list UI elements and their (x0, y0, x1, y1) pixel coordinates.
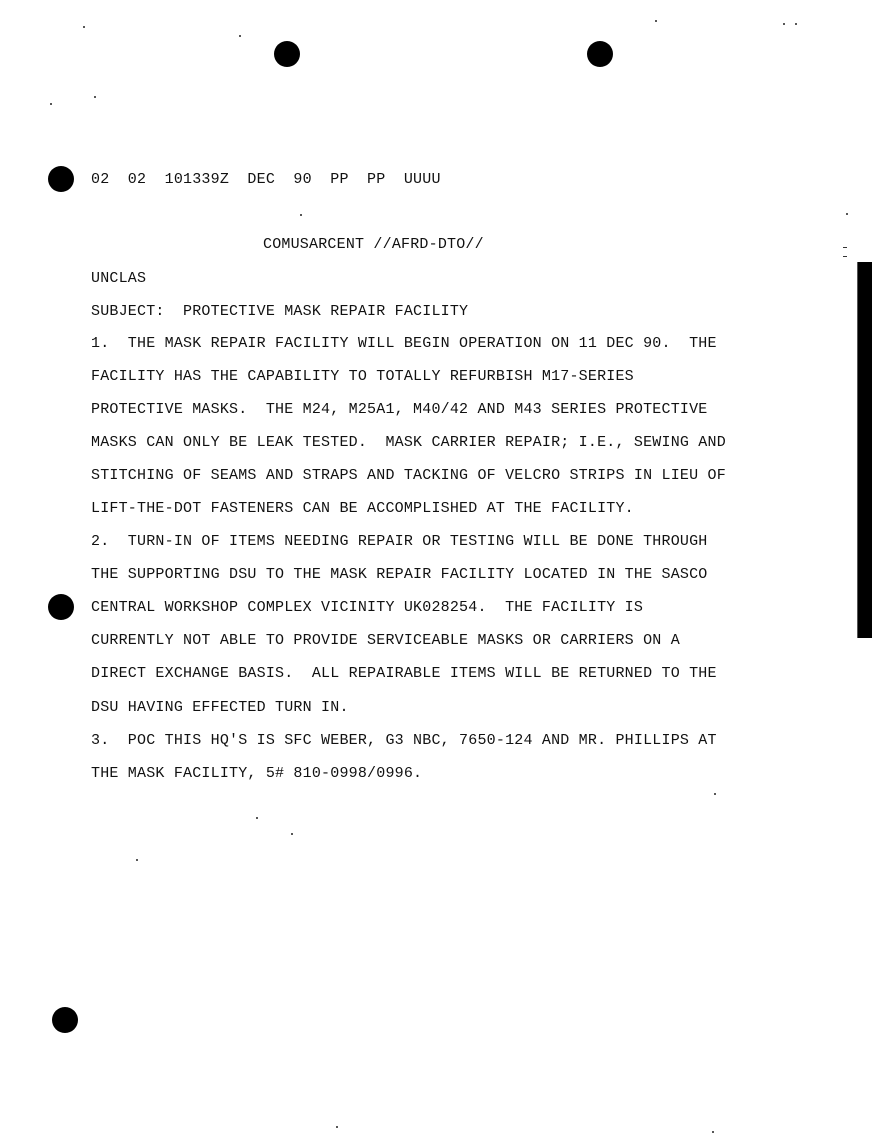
scan-speck (291, 833, 293, 835)
scan-speck (94, 96, 96, 98)
body-line: CENTRAL WORKSHOP COMPLEX VICINITY UK028254. THE FACILITY IS (91, 599, 644, 616)
body-line: 3. POC THIS HQ'S IS SFC WEBER, G3 NBC, 7650-124 AND MR. PHILLIPS AT (91, 732, 717, 749)
body-line: STITCHING OF SEAMS AND STRAPS AND TACKING OF VELCRO STRIPS IN LIEU OF (91, 467, 726, 484)
addressee-line: COMUSARCENT //AFRD-DTO// (263, 236, 484, 253)
punch-hole-left-upper (48, 166, 74, 192)
scan-speck (300, 214, 302, 216)
body-line: FACILITY HAS THE CAPABILITY TO TOTALLY REFURBISH M17-SERIES (91, 368, 634, 385)
scan-speck (50, 103, 52, 105)
edge-artifact-mark (843, 247, 847, 257)
body-line: DIRECT EXCHANGE BASIS. ALL REPAIRABLE ITEMS WILL BE RETURNED TO THE (91, 665, 717, 682)
scan-speck (712, 1131, 714, 1133)
subject-line: SUBJECT: PROTECTIVE MASK REPAIR FACILITY (91, 303, 469, 320)
scan-speck (846, 213, 848, 215)
classification-line: UNCLAS (91, 270, 147, 287)
punch-hole-left-middle (48, 594, 74, 620)
scan-speck (795, 23, 797, 25)
scan-speck (83, 26, 85, 28)
body-line: DSU HAVING EFFECTED TURN IN. (91, 699, 349, 716)
routing-line: 02 02 101339Z DEC 90 PP PP UUUU (91, 171, 441, 188)
body-line: 1. THE MASK REPAIR FACILITY WILL BEGIN OPERATION ON 11 DEC 90. THE (91, 335, 717, 352)
body-line: THE SUPPORTING DSU TO THE MASK REPAIR FACILITY LOCATED IN THE SASCO (91, 566, 708, 583)
punch-hole-top-right (587, 41, 613, 67)
body-line: THE MASK FACILITY, 5# 810-0998/0996. (91, 765, 423, 782)
scan-speck (714, 793, 716, 795)
punch-hole-left-lower (52, 1007, 78, 1033)
scan-speck (655, 20, 657, 22)
scan-speck (239, 35, 241, 37)
body-line: PROTECTIVE MASKS. THE M24, M25A1, M40/42 AND M43 SERIES PROTECTIVE (91, 401, 708, 418)
scan-speck (256, 817, 258, 819)
body-line: 2. TURN-IN OF ITEMS NEEDING REPAIR OR TESTING WILL BE DONE THROUGH (91, 533, 708, 550)
body-line: LIFT-THE-DOT FASTENERS CAN BE ACCOMPLISHED AT THE FACILITY. (91, 500, 634, 517)
punch-hole-top-left (274, 41, 300, 67)
scan-speck (136, 859, 138, 861)
edge-artifact-bar (858, 262, 872, 638)
body-line: CURRENTLY NOT ABLE TO PROVIDE SERVICEABLE MASKS OR CARRIERS ON A (91, 632, 680, 649)
scan-speck (336, 1126, 338, 1128)
scan-speck (783, 23, 785, 25)
body-line: MASKS CAN ONLY BE LEAK TESTED. MASK CARRIER REPAIR; I.E., SEWING AND (91, 434, 726, 451)
